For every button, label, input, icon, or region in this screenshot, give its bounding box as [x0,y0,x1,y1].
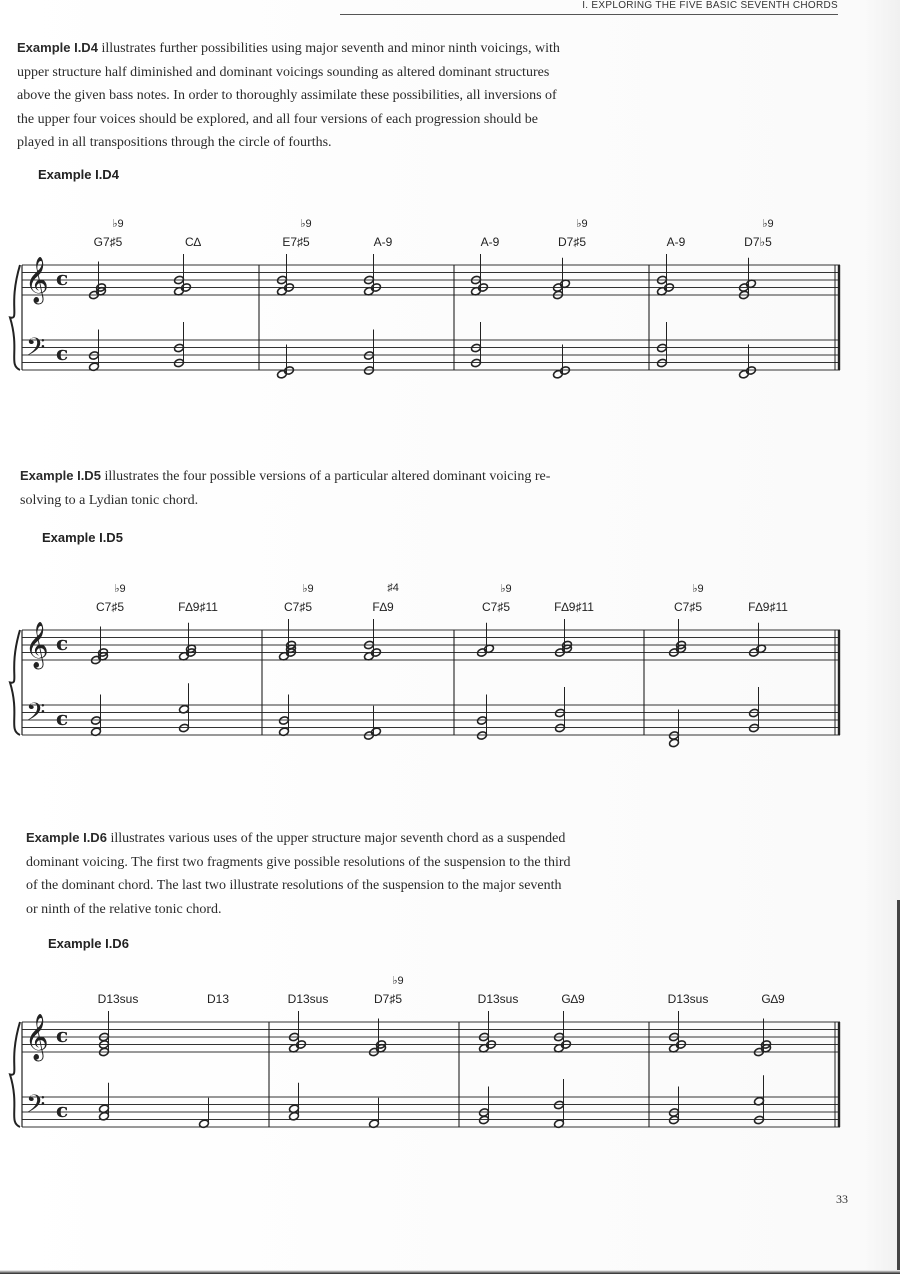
chord-notation [199,1098,210,1129]
chord-symbol: D13 [206,992,230,1006]
chord-symbol: D13sus [287,992,329,1006]
bass-clef-icon: 𝄢 [26,698,46,733]
chord-symbol: D7♯5 [373,992,403,1006]
chord-symbol: E7♯5 [282,235,310,249]
scan-bottom-shadow [0,1270,900,1274]
notehead [279,716,290,726]
example-title-d5: Example I.D5 [42,530,123,545]
chord-alteration: ♭9 [576,218,588,230]
notehead [555,723,566,733]
chord-notation [555,619,573,733]
paragraph-d6 [26,826,646,921]
chord-notation [669,619,687,748]
notehead [364,351,375,361]
music-system-d4 [14,205,844,395]
chord-alteration: ♭9 [112,218,124,230]
bass-clef-icon: 𝄢 [26,333,46,368]
notehead [179,723,190,733]
chord-notation [174,254,192,368]
paragraph-d4 [17,36,637,155]
paragraph-line: above the given bass notes. In order to thoroughly assimilate these possibilities, all inversions of [17,88,557,103]
notehead [284,366,295,376]
chord-notation [754,1019,772,1125]
common-time-icon: c [56,1023,69,1047]
treble-clef-icon: 𝄞 [25,1014,49,1060]
notehead [746,366,757,376]
chord-symbol: G∆9 [561,992,585,1006]
chord-symbol: F∆9♯11 [554,600,594,614]
chord-symbol: F∆9♯11 [178,600,218,614]
chord-symbol: D13sus [667,992,709,1006]
chord-notation [471,254,489,368]
paragraph-d5 [20,464,640,512]
notehead [749,723,760,733]
chord-symbol: A-9 [666,235,686,249]
paragraph-d4-lead: Example I.D4 [17,40,98,55]
notehead [471,358,482,368]
notehead [174,343,185,353]
notehead [471,343,482,353]
notehead [477,716,488,726]
chord-symbol: A-9 [480,235,500,249]
notehead [477,731,488,741]
notehead [364,366,375,376]
chord-symbol: D7♯5 [557,235,587,249]
chord-notation [739,258,757,379]
music-system-d6 [14,962,844,1152]
grand-staff [14,205,844,395]
chord-alteration: ♭9 [692,583,704,595]
paragraph-line: the upper four voices should be explored, and all four versions of each progression should be [17,111,538,127]
notehead [560,366,571,376]
paragraph-line: solving to a Lydian tonic chord. [20,492,199,508]
notehead [669,1108,680,1118]
notehead [657,358,668,368]
chord-symbol: F∆9 [372,600,394,614]
running-head: I. EXPLORING THE FIVE BASIC SEVENTH CHORDS [582,0,838,11]
chord-notation [554,1011,572,1129]
chord-alteration: ♭9 [114,583,126,595]
chord-notation [279,619,297,737]
common-time-icon: c [56,266,69,290]
treble-clef-icon: 𝄞 [25,257,49,303]
paragraph-line: or ninth of the relative tonic chord. [26,901,222,917]
paragraph-line: illustrates the four possible versions of a particular altered dominant voicing re- [100,469,551,484]
paragraph-line: of the dominant chord. The last two illustrate resolutions of the suspension to the major seventh [26,878,562,893]
chord-alteration: ♭9 [300,218,312,230]
notehead [89,351,100,361]
chord-alteration: ♭9 [762,218,774,230]
notehead [479,1108,490,1118]
chord-symbol: D13sus [97,992,139,1006]
notehead [749,708,760,718]
chord-alteration: ♭9 [500,583,512,595]
grand-staff [14,962,844,1152]
common-time-icon: c [56,706,69,730]
common-time-icon: c [56,1098,69,1122]
chord-alteration: ♭9 [392,975,404,987]
notehead [669,731,680,741]
chord-symbol: C7♯5 [673,600,703,614]
chord-notation [669,1011,687,1125]
chord-notation [477,623,495,741]
paragraph-d5-lead: Example I.D5 [20,468,101,483]
bass-clef-icon: 𝄢 [26,1090,46,1125]
chord-symbol: C7♯5 [283,600,313,614]
chord-symbol: A-9 [373,235,393,249]
notehead [657,343,668,353]
paragraph-d6-lead: Example I.D6 [26,830,107,845]
paragraph-line: illustrates various uses of the upper structure major seventh chord as a suspended [106,831,566,846]
paragraph-line: dominant voicing. The first two fragments give possible resolutions of the suspension to the third [26,854,571,870]
chord-notation [657,254,675,368]
chord-symbol: C∆ [184,235,202,249]
grand-staff [14,570,844,760]
paragraph-line: illustrates further possibilities using major seventh and minor ninth voicings, with [97,41,560,56]
chord-symbol: D7♭5 [744,235,772,249]
paragraph-line: played in all transpositions through the circle of fourths. [17,135,332,150]
chord-symbol: G∆9 [761,992,785,1006]
chord-notation [553,258,571,379]
chord-symbol: C7♯5 [481,600,511,614]
chord-alteration: ♭9 [302,583,314,595]
chord-symbol: F∆9♯11 [748,600,788,614]
music-system-d5 [14,570,844,760]
chord-symbol: C7♯5 [95,600,125,614]
notehead [555,708,566,718]
running-head-rule [340,14,838,15]
example-title-d4: Example I.D4 [38,167,119,182]
common-time-icon: c [56,341,69,365]
page-number: 33 [836,1192,848,1206]
notehead [174,358,185,368]
treble-clef-icon: 𝄞 [25,622,49,668]
example-title-d6: Example I.D6 [48,936,129,951]
chord-notation [179,623,197,733]
chord-symbol: G7♯5 [93,235,123,249]
chord-notation [749,623,767,733]
chord-symbol: D13sus [477,992,519,1006]
notehead [91,716,102,726]
notehead [754,1115,765,1125]
common-time-icon: c [56,631,69,655]
chord-notation [479,1011,497,1125]
chord-alteration: ♯4 [387,582,399,594]
paragraph-line: upper structure half diminished and dominant voicings sounding as altered dominant structures [17,64,550,80]
notehead [554,1100,565,1110]
